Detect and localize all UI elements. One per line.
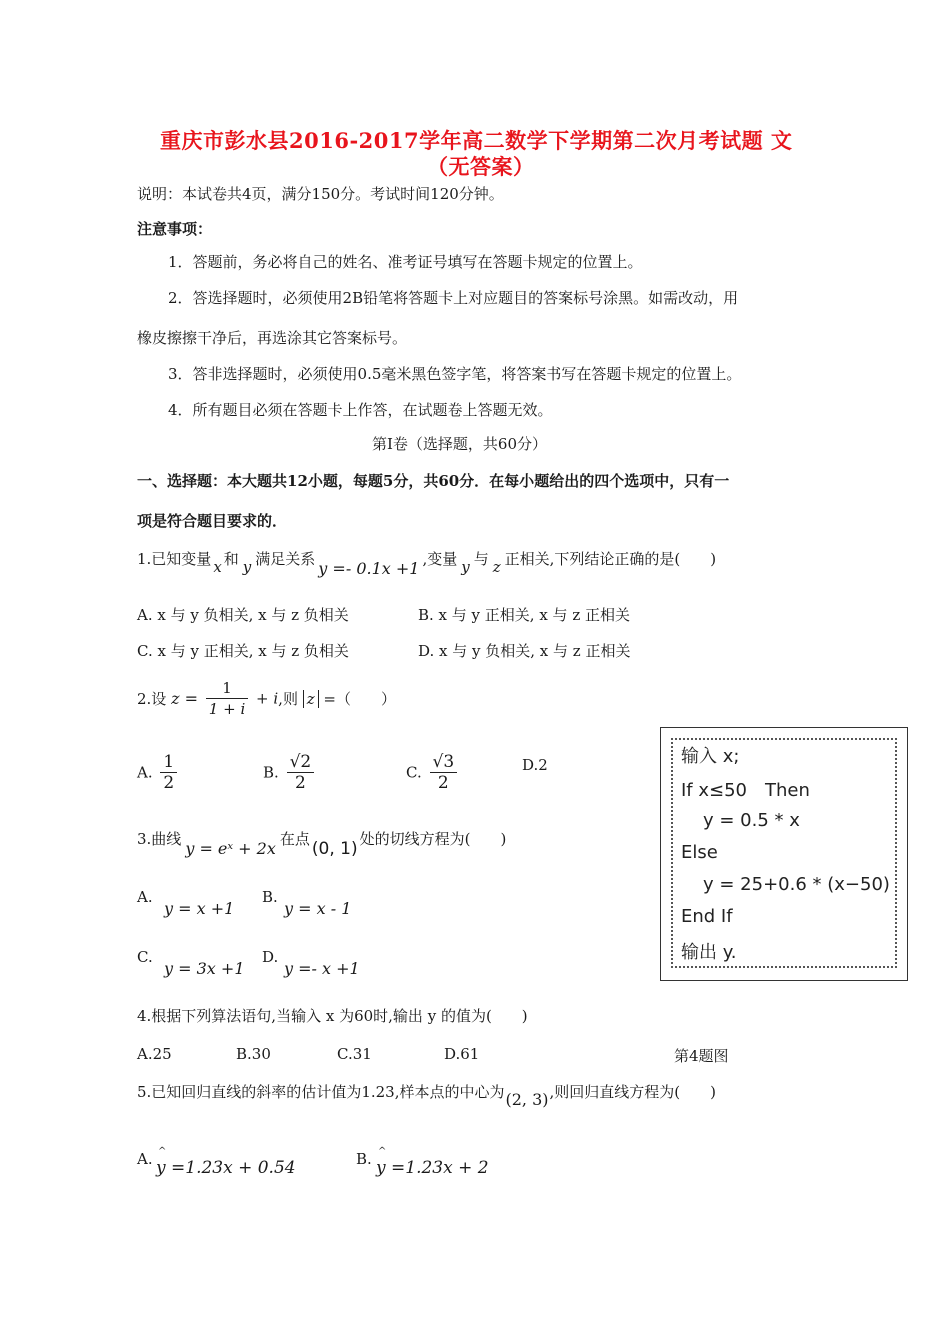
note-1: 1．答题前，务必将自己的姓名、准考证号填写在答题卡规定的位置上。: [168, 253, 643, 271]
q5-center-point: (2, 3): [505, 1090, 549, 1109]
question-3-stem: [137, 828, 507, 859]
question-5-stem: [137, 1081, 716, 1109]
part-title: 第Ⅰ卷（选择题，共60分）: [372, 435, 548, 453]
q2-option-d: D.2: [522, 756, 548, 774]
q2-text: 2.设: [137, 690, 167, 708]
q2-z: z =: [171, 689, 199, 708]
q2-plus-i: + i: [256, 689, 279, 708]
q2-text: ,则: [278, 690, 298, 708]
q3-equation: y = eˣ + 2x: [185, 839, 276, 858]
q3-option-a: y = x +1: [164, 899, 235, 918]
q2-abs-z: z: [303, 690, 319, 708]
q3-option-a-label: A.: [137, 888, 153, 906]
denominator: 2: [294, 773, 306, 793]
q1-var-y: y: [461, 558, 470, 576]
denominator: 2: [163, 773, 175, 793]
algo-line-endif: End If: [681, 906, 733, 927]
q4-option-d: D.61: [444, 1045, 480, 1063]
section1-line1: 一、选择题：本大题共12小题，每题5分，共60分．在每小题给出的四个选项中，只有一: [137, 472, 730, 490]
q2-denominator: 1 + i: [208, 700, 246, 718]
algo-line-input: 输入 x;: [681, 746, 740, 767]
algo-line-else: Else: [681, 842, 718, 863]
q1-text: 和: [223, 550, 239, 568]
section1-line2: 项是符合题目要求的．: [137, 512, 288, 530]
question-2-stem: [137, 678, 396, 719]
denominator: 2: [437, 773, 449, 793]
numerator: 1: [160, 752, 177, 773]
q1-text: 正相关,下列结论正确的是( ): [504, 550, 717, 568]
notes-heading: 注意事项：: [137, 220, 213, 238]
q1-var-z: z: [492, 558, 501, 576]
question-4-stem: 4.根据下列算法语句,当输入 x 为60时,输出 y 的值为( ): [137, 1007, 528, 1025]
q3-option-b-label: B.: [262, 888, 278, 906]
doc-title-line2: （无答案）: [427, 154, 535, 179]
q1-equation: y =- 0.1x +1: [318, 559, 420, 578]
question-1-stem: [137, 548, 717, 578]
q2-text: =（ ）: [323, 690, 396, 708]
q3-point: (0, 1): [311, 839, 358, 859]
numerator: √2: [287, 752, 315, 773]
q1-text: 满足关系: [255, 550, 316, 568]
option-label: A.: [137, 763, 153, 782]
q3-option-d-label: D.: [262, 948, 279, 966]
q3-option-c: y = 3x +1: [164, 959, 245, 978]
q2-c-fraction: [430, 752, 458, 793]
option-label: C.: [406, 763, 422, 782]
q3-option-b: y = x - 1: [284, 899, 352, 918]
q3-text: 处的切线方程为( ): [359, 830, 507, 848]
hat-mark-a: ^: [158, 1146, 167, 1157]
q2-a-fraction: [160, 752, 177, 793]
q1-text: 与: [473, 550, 489, 568]
note-3: 3．答非选择题时，必须使用0.5毫米黑色签字笔，将答案书写在答题卡规定的位置上。: [168, 365, 742, 383]
q3-option-c-label: C.: [137, 948, 153, 966]
q3-option-d: y =- x +1: [284, 959, 360, 978]
option-label: B.: [263, 763, 279, 782]
q2-fraction: [206, 678, 248, 719]
q1-option-d: D. x 与 y 负相关, x 与 z 正相关: [418, 642, 631, 660]
q3-text: 在点: [279, 830, 310, 848]
q2-option-c: [406, 752, 460, 793]
q1-option-c: C. x 与 y 正相关, x 与 z 负相关: [137, 642, 349, 660]
q5-option-b-label: B.: [356, 1150, 372, 1168]
hat-mark-b: ^: [378, 1146, 387, 1157]
algorithm-figure: [660, 727, 908, 981]
doc-title-line1: 重庆市彭水县2016-2017学年高二数学下学期第二次月考试题 文: [160, 128, 793, 153]
algo-line-then: y = 0.5 * x: [703, 810, 800, 831]
q1-var-x: x: [213, 558, 222, 576]
note-4: 4．所有题目必须在答题卡上作答，在试题卷上答题无效。: [168, 401, 553, 419]
q5-option-a-label: A.: [137, 1150, 153, 1168]
q1-var-y: y: [242, 558, 252, 576]
q2-numerator: 1: [206, 678, 248, 699]
figure-caption: 第4题图: [674, 1047, 729, 1065]
algo-line-output: 输出 y.: [681, 942, 737, 963]
algo-line-if: If x≤50 Then: [681, 780, 810, 801]
q4-option-a: A.25: [137, 1045, 172, 1063]
q2-b-fraction: [287, 752, 315, 793]
q4-option-c: C.31: [337, 1045, 372, 1063]
q2-option-a: [137, 752, 180, 793]
q3-text: 3.曲线: [137, 830, 182, 848]
q5-option-a: y =1.23x + 0.54: [156, 1158, 296, 1178]
algo-line-else-body: y = 25+0.6 * (x−50): [703, 874, 890, 895]
q5-option-b: y =1.23x + 2: [376, 1158, 489, 1178]
note-2: 2．答选择题时，必须使用2B铅笔将答题卡上对应题目的答案标号涂黑。如需改动，用: [168, 289, 739, 307]
q1-text: ,变量: [422, 550, 458, 568]
q5-text: 5.已知回归直线的斜率的估计值为1.23,样本点的中心为: [137, 1083, 505, 1101]
numerator: √3: [430, 752, 458, 773]
q4-option-b: B.30: [236, 1045, 271, 1063]
q1-option-b: B. x 与 y 正相关, x 与 z 正相关: [418, 606, 631, 624]
q1-option-a: A. x 与 y 负相关, x 与 z 负相关: [137, 606, 349, 624]
intro-text: 说明：本试卷共4页，满分150分。考试时间120分钟。: [137, 185, 504, 203]
q2-option-b: [263, 752, 317, 793]
q5-text: ,则回归直线方程为( ): [549, 1083, 716, 1101]
note-2-cont: 橡皮擦擦干净后，再选涂其它答案标号。: [137, 329, 408, 347]
q1-text: 1.已知变量: [137, 550, 212, 568]
